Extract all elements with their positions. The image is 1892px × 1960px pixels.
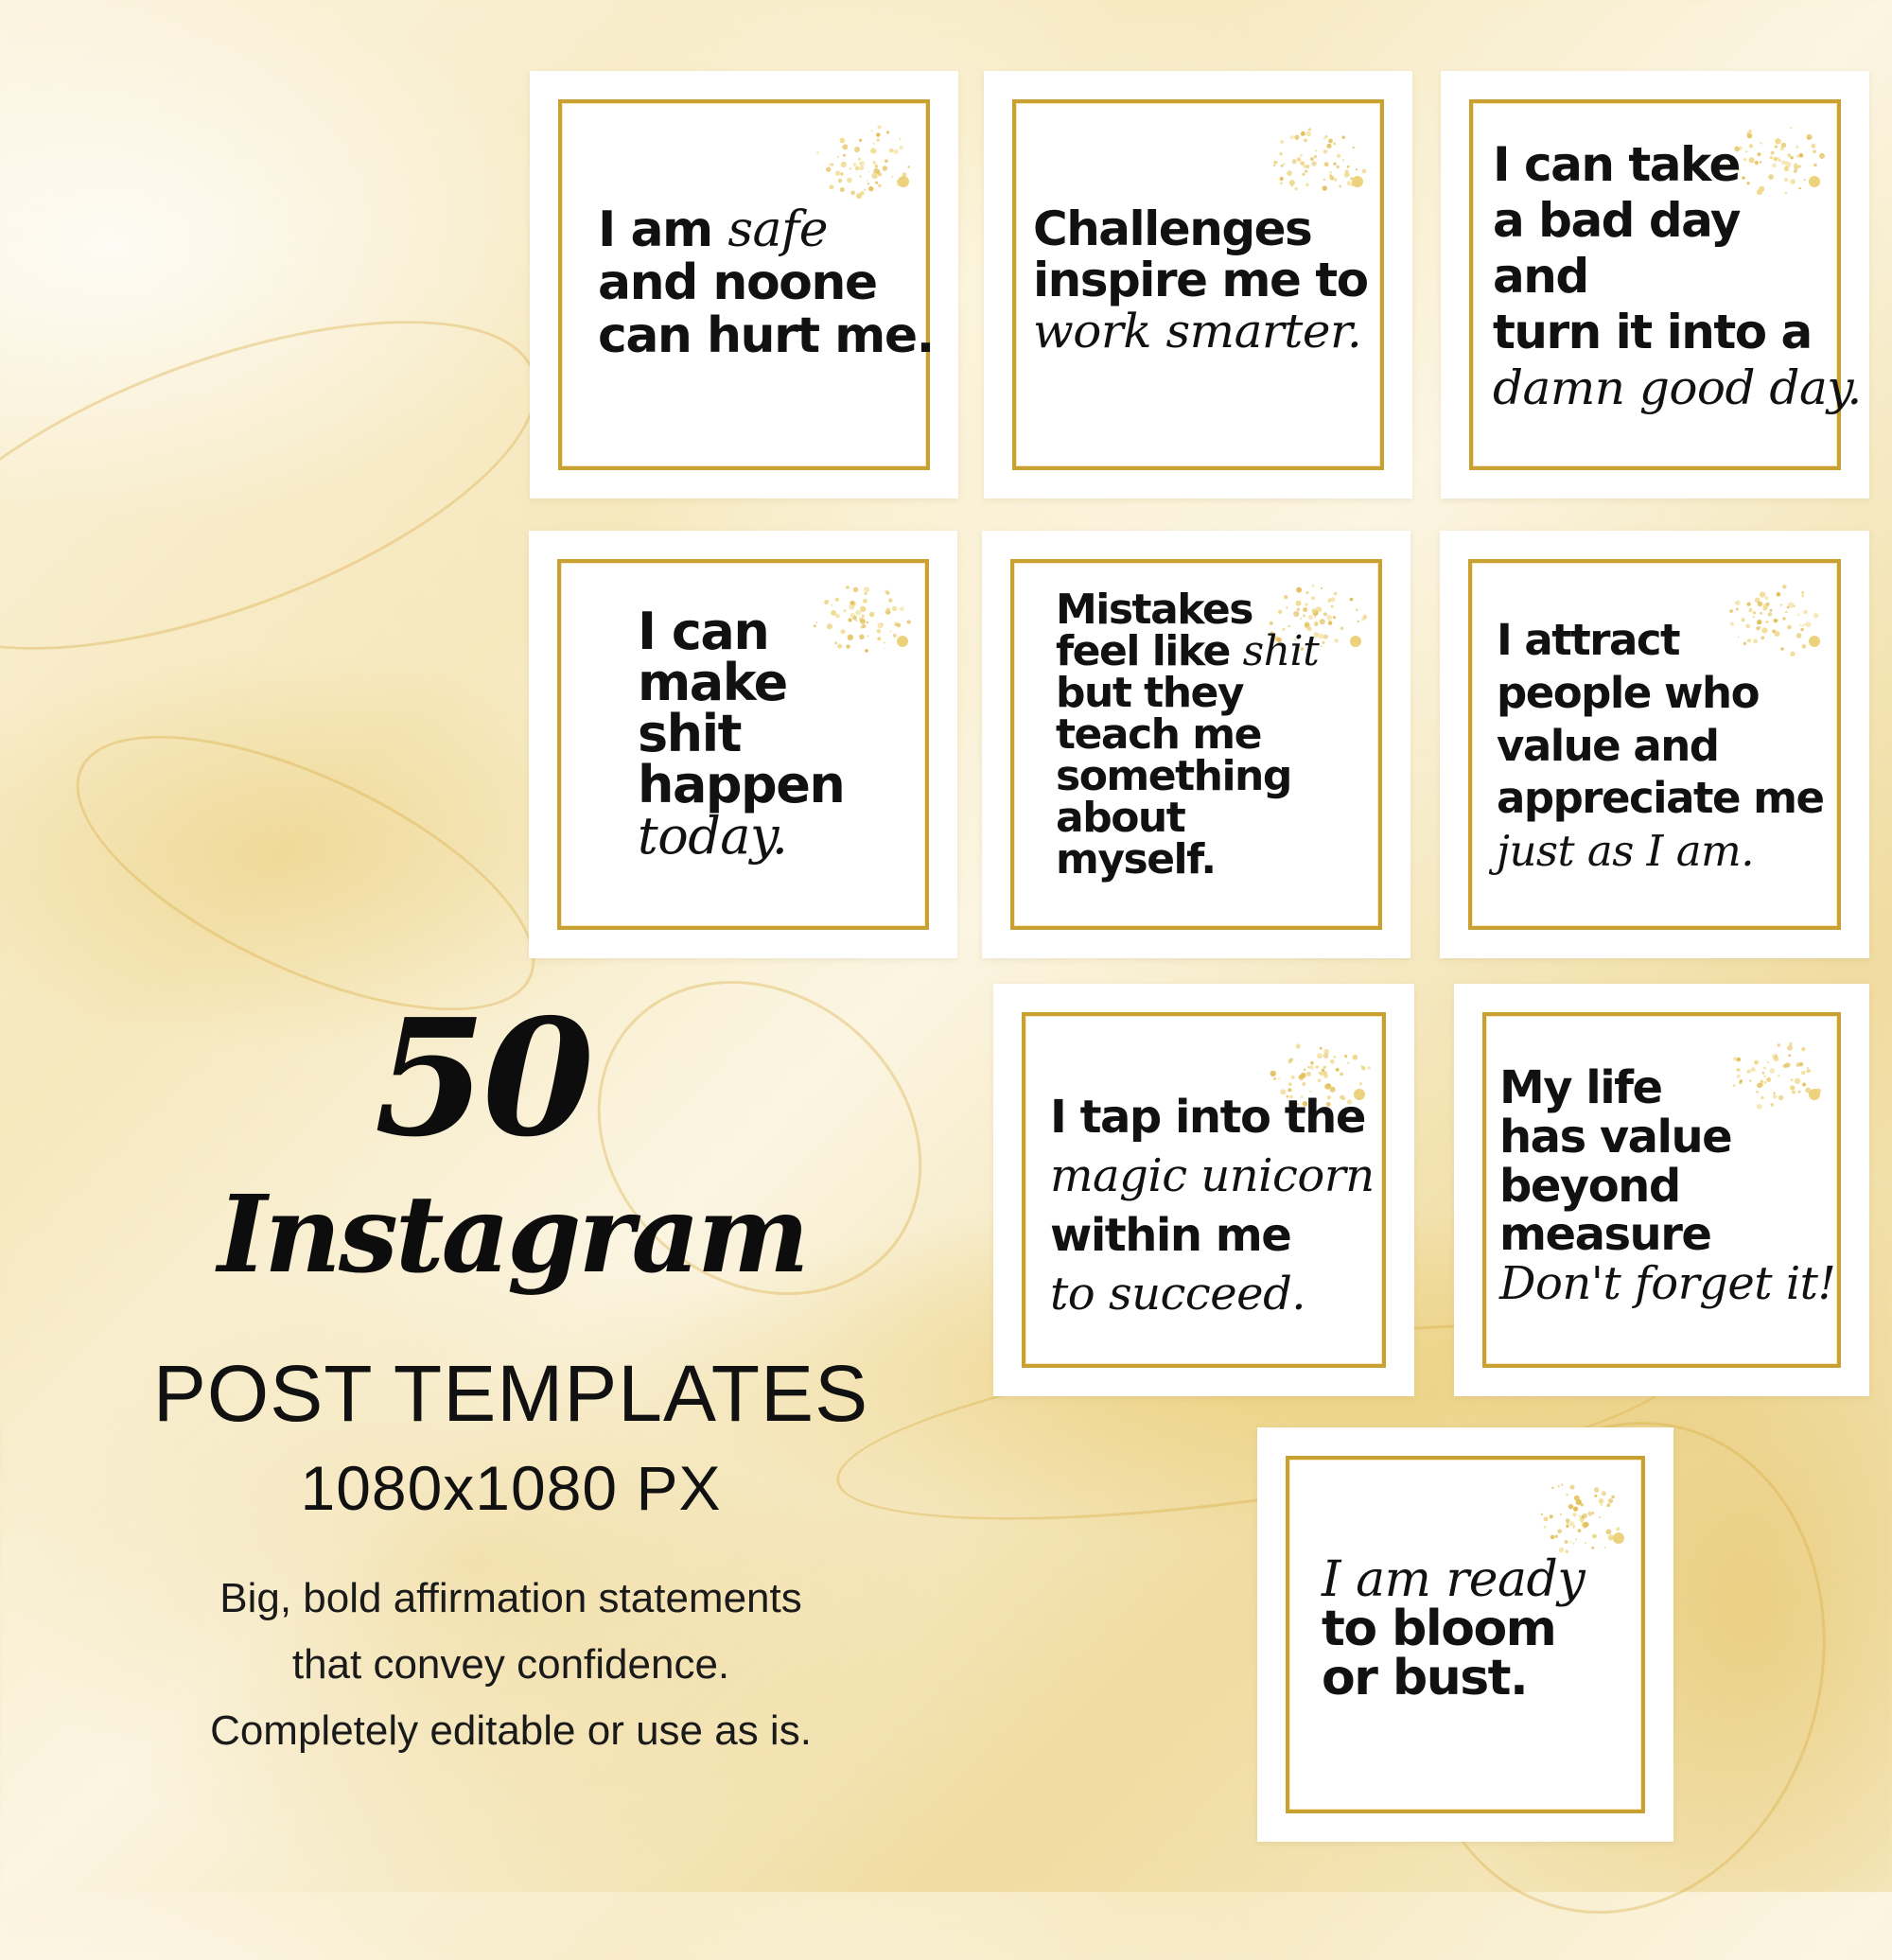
quote-line (1056, 710, 1319, 759)
template-card-unicorn (993, 984, 1414, 1396)
affirmation-quote (1056, 586, 1320, 884)
affirmation-quote (1050, 1088, 1375, 1324)
template-card-safe (530, 71, 958, 499)
gold-splatter-icon (1252, 123, 1375, 208)
quote-bold-text: make (638, 653, 787, 712)
quote-bold-text: about (1056, 794, 1185, 842)
quote-line (1050, 1206, 1375, 1265)
quote-line (638, 755, 845, 814)
quote-bold-text: appreciate me (1497, 773, 1824, 824)
description-line: Big, bold affirmation statements (219, 1575, 802, 1621)
quote-bold-text: shit (638, 704, 741, 763)
template-count: 50 (374, 984, 591, 1173)
quote-line (1056, 752, 1319, 800)
quote-bold-text: measure (1499, 1208, 1711, 1262)
description-line: Completely editable or use as is. (210, 1707, 812, 1754)
quote-line (638, 653, 844, 712)
quote-script-text: magic unicorn (1050, 1149, 1375, 1203)
quote-line (1493, 305, 1862, 360)
quote-line (1497, 614, 1824, 667)
quote-bold-text: I tap into the (1050, 1091, 1365, 1144)
quote-bold-text: Challenges (1033, 201, 1312, 256)
quote-bold-text: feel like (1056, 627, 1243, 675)
quote-line (1050, 1088, 1375, 1146)
quote-bold-text: inspire me to (1033, 253, 1368, 307)
quote-line (638, 806, 844, 866)
quote-bold-text: something (1056, 752, 1291, 800)
marble-vein (0, 253, 577, 717)
quote-bold-text: people who (1497, 667, 1759, 718)
quote-bold-text: myself. (1056, 835, 1216, 884)
quote-bold-text: a bad day (1493, 193, 1740, 248)
template-card-bloom (1257, 1427, 1673, 1842)
template-card-challenges (984, 71, 1412, 499)
quote-line (1497, 772, 1824, 825)
quote-bold-text: and noone (598, 254, 877, 312)
affirmation-quote (1322, 1551, 1585, 1706)
quote-line (638, 602, 844, 661)
affirmation-quote (1499, 1061, 1836, 1311)
quote-bold-text: and (1493, 249, 1588, 304)
quote-bold-text: I can (638, 602, 769, 661)
quote-line (1050, 1265, 1375, 1323)
template-card-my-life (1454, 984, 1869, 1396)
quote-line (598, 307, 934, 365)
affirmation-quote (1493, 137, 1862, 416)
product-description (95, 1566, 927, 1764)
template-card-attract (1440, 531, 1869, 958)
quote-line (1499, 1208, 1835, 1262)
quote-bold-text: has value (1499, 1110, 1732, 1164)
dimensions-label: 1080x1080 PX (300, 1453, 722, 1523)
quote-line (598, 254, 934, 312)
affirmation-quote (1497, 614, 1824, 878)
quote-line (1033, 203, 1368, 254)
quote-line (1056, 835, 1319, 884)
quote-script-text: damn good day. (1493, 360, 1862, 415)
quote-script-text: safe (727, 201, 829, 258)
gold-splatter-icon (797, 123, 920, 208)
quote-line (1497, 720, 1824, 773)
quote-line (1499, 1061, 1835, 1114)
affirmation-quote (1033, 203, 1368, 357)
quote-script-text: shit (1242, 627, 1320, 675)
quote-script-text: today. (638, 806, 788, 866)
affirmation-quote (638, 602, 845, 866)
quote-line (1033, 306, 1368, 357)
quote-line (1493, 137, 1862, 193)
quote-bold-text: but they (1056, 669, 1244, 717)
quote-line (638, 704, 844, 763)
quote-line (1322, 1650, 1585, 1706)
quote-line (1499, 1159, 1835, 1213)
quote-script-text: work smarter. (1033, 304, 1362, 359)
quote-bold-text: within me (1050, 1208, 1291, 1262)
affirmation-quote (598, 201, 934, 365)
quote-line (1322, 1601, 1585, 1657)
quote-bold-text: turn it into a (1493, 305, 1812, 359)
quote-line (1497, 825, 1824, 878)
quote-line (1497, 667, 1824, 720)
description-line: that convey confidence. (291, 1641, 730, 1688)
quote-line (1493, 249, 1862, 305)
quote-line (1056, 669, 1319, 717)
quote-bold-text: teach me (1056, 710, 1261, 759)
quote-bold-text: I can take (1493, 137, 1740, 192)
quote-line (1493, 193, 1862, 249)
quote-bold-text: happen (638, 755, 845, 814)
quote-line (1499, 1257, 1836, 1311)
quote-bold-text: or bust. (1322, 1650, 1528, 1706)
quote-bold-text: can hurt me. (598, 307, 934, 365)
quote-line (1499, 1110, 1835, 1164)
quote-line (1033, 254, 1368, 306)
quote-bold-text: I attract (1497, 615, 1680, 665)
template-card-bad-day (1441, 71, 1869, 499)
quote-line (1056, 586, 1319, 634)
quote-line (1493, 360, 1862, 416)
platform-title: Instagram (218, 1173, 807, 1297)
quote-bold-text: Mistakes (1056, 586, 1253, 634)
quote-line (1056, 627, 1320, 675)
quote-bold-text: I am (598, 201, 728, 258)
quote-line (1056, 794, 1319, 842)
quote-script-text: I am ready (1322, 1551, 1585, 1608)
template-card-mistakes (982, 531, 1410, 958)
quote-bold-text: to bloom (1322, 1601, 1556, 1657)
quote-line (1322, 1551, 1585, 1608)
quote-script-text: to succeed. (1050, 1268, 1306, 1321)
quote-bold-text: beyond (1499, 1159, 1680, 1213)
quote-line (598, 203, 934, 256)
quote-line (1050, 1146, 1375, 1205)
quote-bold-text: value and (1497, 720, 1719, 771)
quote-script-text: just as I am. (1497, 826, 1755, 877)
product-title: POST TEMPLATES (152, 1349, 869, 1438)
quote-script-text: Don't forget it! (1499, 1257, 1836, 1311)
quote-bold-text: My life (1499, 1061, 1662, 1114)
template-card-make-it-happen (529, 531, 957, 958)
